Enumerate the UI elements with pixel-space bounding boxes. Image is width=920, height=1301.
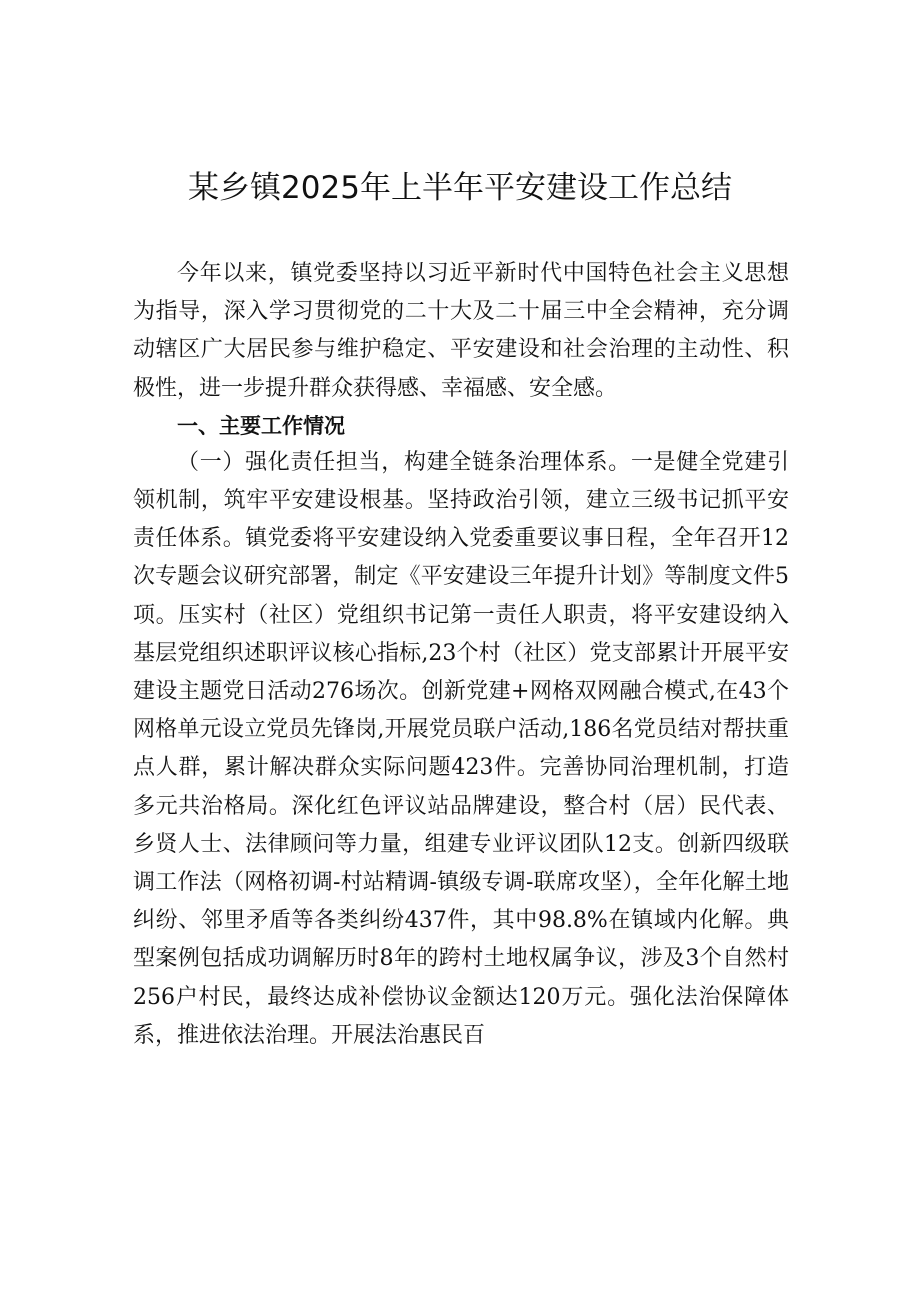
intro-paragraph: 今年以来，镇党委坚持以习近平新时代中国特色社会主义思想为指导，深入学习贯彻党的二十大及二十届三中全会精神，充分调动辖区广大居民参与维护稳定、平安建设和社会治理的主动性、积极性，进一步提升群众获得感、幸福感、安全感。 — [133, 261, 789, 401]
section-heading: 一、主要工作情况 — [177, 413, 345, 438]
body-paragraph: （一）强化责任担当，构建全链条治理体系。一是健全党建引领机制，筑牢平安建设根基。坚持政治引领，建立三级书记抓平安责任体系。镇党委将平安建设纳入党委重要议事日程，全年召开12次专题会议研究部署，制定《平安建设三年提升计划》等制度文件5项。压实村（社区）党组织书记第一责任人职责，将平安建设纳入基层党组织述职评议核心指标,23个村（社区）党支部累计开展平安建设主题党日活动276场次。创新党建+网格双网融合模式,在43个网格单元设立党员先锋岗,开展党员联户活动,186名党员结对帮扶重点人群，累计解决群众实际问题423件。完善协同治理机制，打造多元共治格局。深化红色评议站品牌建设，整合村（居）民代表、乡贤人士、法律顾问等力量，组建专业评议团队12支。创新四级联调工作法（网格初调-村站精调-镇级专调-联席攻坚），全年化解土地纠纷、邻里矛盾等各类纠纷437件，其中98.8%在镇域内化解。典型案例包括成功调解历时8年的跨村土地权属争议，涉及3个自然村256户村民，最终达成补偿协议金额达120万元。强化法治保障体系，推进依法治理。开展法治惠民百 — [133, 449, 789, 1048]
document-title: 某乡镇2025年上半年平安建设工作总结 — [188, 170, 732, 206]
document-body — [133, 255, 789, 1055]
